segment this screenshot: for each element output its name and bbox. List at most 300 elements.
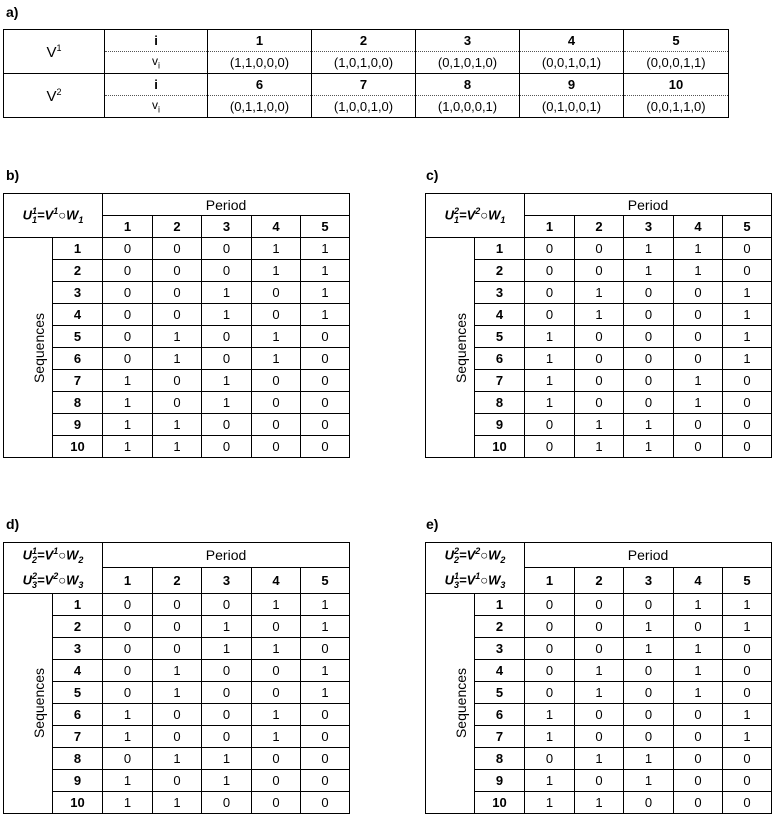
sequence-number: 1 <box>53 593 103 615</box>
table-row <box>4 238 350 260</box>
sequence-number: 2 <box>475 260 525 282</box>
table-cell: 0 <box>252 769 301 791</box>
table-cell: 0 <box>202 436 252 458</box>
eq-w-sub: 1 <box>78 214 84 225</box>
table-cell: 1 <box>575 659 624 681</box>
table-cell: 0 <box>202 681 252 703</box>
set-symbol: V <box>46 43 57 61</box>
table-cell: 1 <box>202 392 252 414</box>
table-cell: 0 <box>202 348 252 370</box>
table-cell: 1 <box>624 238 674 260</box>
period-number: 1 <box>525 568 575 593</box>
table-row <box>4 392 350 414</box>
table-cell: 0 <box>202 414 252 436</box>
sequences-label-cell <box>4 593 53 813</box>
table-cell: 1 <box>301 659 350 681</box>
period-number: 1 <box>525 216 575 238</box>
table-cell: 1 <box>301 304 350 326</box>
table-cell: 1 <box>525 791 575 813</box>
period-number: 1 <box>103 568 153 593</box>
equation-line <box>4 203 102 228</box>
table-cell: 0 <box>575 326 624 348</box>
period-number: 4 <box>674 568 723 593</box>
equation-line <box>4 543 102 568</box>
table-cell: 1 <box>723 348 772 370</box>
table-e <box>425 542 772 814</box>
sequence-number: 3 <box>53 282 103 304</box>
table-cell: 0 <box>202 326 252 348</box>
eq-u-sup: 2 <box>453 546 459 556</box>
index-cell: 2 <box>312 30 416 52</box>
table-cell: 0 <box>153 304 202 326</box>
sequence-number: 2 <box>53 260 103 282</box>
table-row <box>4 414 350 436</box>
table-cell: 0 <box>525 282 575 304</box>
table-row <box>426 392 772 414</box>
table-row <box>4 593 350 615</box>
table-row <box>4 703 350 725</box>
table-cell: 0 <box>153 615 202 637</box>
vector-cell: (0,0,1,1,0) <box>624 96 729 118</box>
table-cell: 1 <box>301 282 350 304</box>
sequence-number: 5 <box>53 681 103 703</box>
table-cell: 0 <box>723 659 772 681</box>
table-cell: 1 <box>153 659 202 681</box>
sequence-number: 1 <box>475 238 525 260</box>
period-number: 5 <box>723 568 772 593</box>
table-cell: 1 <box>525 326 575 348</box>
vector-row <box>4 52 729 74</box>
table-cell: 1 <box>575 414 624 436</box>
table-cell: 0 <box>674 414 723 436</box>
eq-u-sub: 2 <box>453 554 459 565</box>
table-cell: 1 <box>674 681 723 703</box>
table-cell: 0 <box>153 370 202 392</box>
table-cell: 1 <box>103 703 153 725</box>
table-cell: 1 <box>723 282 772 304</box>
sequence-number: 5 <box>475 326 525 348</box>
table-cell: 1 <box>252 238 301 260</box>
table-cell: 0 <box>153 392 202 414</box>
table-cell: 0 <box>252 414 301 436</box>
table-row <box>426 282 772 304</box>
table-cell: 0 <box>723 681 772 703</box>
table-row <box>4 326 350 348</box>
table-cell: 0 <box>575 725 624 747</box>
eq-u-sup: 2 <box>453 206 459 217</box>
eq-w-sub: 2 <box>500 554 506 565</box>
eq-u: U <box>22 547 32 563</box>
table-cell: 0 <box>575 238 624 260</box>
table-cell: 0 <box>252 747 301 769</box>
table-cell: 0 <box>252 681 301 703</box>
sequences-label-cell <box>426 593 475 813</box>
vector-cell: (0,1,1,0,0) <box>208 96 312 118</box>
sequence-number: 5 <box>475 681 525 703</box>
vector-label <box>105 52 208 74</box>
sequences-label: Sequences <box>453 312 470 383</box>
table-cell: 1 <box>153 681 202 703</box>
sequence-number: 8 <box>475 747 525 769</box>
index-cell: 8 <box>416 74 520 96</box>
table-cell: 1 <box>674 593 723 615</box>
sequence-number: 1 <box>475 593 525 615</box>
table-cell: 0 <box>202 791 252 813</box>
table-cell: 1 <box>575 304 624 326</box>
table-row <box>426 238 772 260</box>
index-cell: 3 <box>416 30 520 52</box>
table-cell: 0 <box>301 769 350 791</box>
table-cell: 1 <box>575 681 624 703</box>
equation-label <box>4 194 103 238</box>
table-cell: 0 <box>153 703 202 725</box>
table-row <box>426 304 772 326</box>
table-cell: 0 <box>525 747 575 769</box>
table-cell: 0 <box>525 238 575 260</box>
period-number: 2 <box>153 216 202 238</box>
table-cell: 1 <box>674 260 723 282</box>
table-cell: 0 <box>525 414 575 436</box>
table-cell: 0 <box>624 593 674 615</box>
table-cell: 0 <box>525 304 575 326</box>
table-cell: 1 <box>674 659 723 681</box>
table-cell: 0 <box>252 282 301 304</box>
table-cell: 0 <box>723 414 772 436</box>
table-row <box>426 593 772 615</box>
eq-v-sup: 1 <box>53 546 59 556</box>
eq-v: =V <box>37 207 54 223</box>
table-cell: 0 <box>525 615 575 637</box>
table-cell: 1 <box>525 370 575 392</box>
table-cell: 0 <box>575 260 624 282</box>
table-cell: 0 <box>103 348 153 370</box>
table-cell: 0 <box>575 615 624 637</box>
table-cell: 1 <box>202 769 252 791</box>
table-cell: 0 <box>525 260 575 282</box>
eq-u-sup: 1 <box>31 206 37 217</box>
header-row <box>426 194 772 216</box>
table-row <box>4 282 350 304</box>
table-cell: 1 <box>301 593 350 615</box>
table-cell: 0 <box>301 414 350 436</box>
panel-b-label: b) <box>6 167 20 183</box>
table-cell: 0 <box>674 282 723 304</box>
period-number: 2 <box>575 216 624 238</box>
eq-v-sup: 2 <box>53 570 59 581</box>
table-cell: 0 <box>674 725 723 747</box>
table-row <box>426 681 772 703</box>
sequence-number: 7 <box>475 725 525 747</box>
table-cell: 0 <box>525 637 575 659</box>
table-row <box>4 725 350 747</box>
table-cell: 1 <box>301 238 350 260</box>
table-row <box>4 348 350 370</box>
table-cell: 1 <box>624 414 674 436</box>
eq-op: ○W <box>58 547 79 563</box>
equation-line <box>426 543 524 568</box>
vector-set-name <box>4 74 105 118</box>
table-cell: 0 <box>103 304 153 326</box>
table-cell: 0 <box>103 681 153 703</box>
sequences-label: Sequences <box>31 668 48 739</box>
table-cell: 0 <box>202 238 252 260</box>
table-cell: 0 <box>624 392 674 414</box>
period-header: Period <box>525 543 772 568</box>
table-cell: 1 <box>575 791 624 813</box>
period-number: 3 <box>624 568 674 593</box>
table-cell: 1 <box>103 436 153 458</box>
equation-label <box>426 194 525 238</box>
table-cell: 0 <box>723 238 772 260</box>
table-cell: 1 <box>525 725 575 747</box>
sequence-number: 8 <box>475 392 525 414</box>
table-row <box>426 791 772 813</box>
table-cell: 0 <box>301 637 350 659</box>
period-number: 3 <box>202 216 252 238</box>
panel-d-label: d) <box>6 516 20 532</box>
table-row <box>426 747 772 769</box>
vector-cell: (1,0,1,0,0) <box>312 52 416 74</box>
table-cell: 0 <box>301 747 350 769</box>
eq-op: ○W <box>58 207 79 223</box>
sequence-number: 2 <box>53 615 103 637</box>
table-cell: 1 <box>575 747 624 769</box>
sequence-number: 10 <box>53 791 103 813</box>
table-cell: 0 <box>301 703 350 725</box>
eq-v-sup: 1 <box>53 206 59 217</box>
table-cell: 1 <box>723 615 772 637</box>
table-d <box>3 542 350 814</box>
sequence-number: 3 <box>53 637 103 659</box>
eq-v-sup: 1 <box>475 570 481 581</box>
table-cell: 1 <box>624 747 674 769</box>
table-cell: 1 <box>202 304 252 326</box>
eq-v: =V <box>37 572 54 588</box>
table-row <box>4 769 350 791</box>
period-number: 3 <box>202 568 252 593</box>
index-cell: 4 <box>520 30 624 52</box>
sequence-number: 7 <box>53 370 103 392</box>
eq-v-sup: 2 <box>475 206 481 217</box>
sequence-number: 10 <box>475 791 525 813</box>
table-cell: 1 <box>723 304 772 326</box>
table-cell: 0 <box>252 659 301 681</box>
table-cell: 0 <box>252 791 301 813</box>
period-number: 2 <box>575 568 624 593</box>
eq-v: =V <box>459 207 476 223</box>
table-cell: 1 <box>153 747 202 769</box>
sequence-number: 8 <box>53 747 103 769</box>
table-c <box>425 193 772 458</box>
sequence-number: 7 <box>475 370 525 392</box>
eq-v: =V <box>459 572 476 588</box>
table-row <box>426 370 772 392</box>
table-cell: 1 <box>674 392 723 414</box>
sequence-number: 1 <box>53 238 103 260</box>
eq-w-sub: 3 <box>500 579 506 590</box>
table-cell: 0 <box>202 260 252 282</box>
table-cell: 0 <box>252 615 301 637</box>
sequence-number: 2 <box>475 615 525 637</box>
table-row <box>4 436 350 458</box>
header-row <box>4 194 350 216</box>
table-cell: 0 <box>301 791 350 813</box>
table-cell: 1 <box>202 747 252 769</box>
table-cell: 0 <box>252 370 301 392</box>
vector-subscript: i <box>158 104 160 115</box>
equation-line <box>426 203 524 228</box>
table-row <box>4 659 350 681</box>
table-cell: 0 <box>301 348 350 370</box>
sequence-number: 6 <box>475 703 525 725</box>
sequence-number: 7 <box>53 725 103 747</box>
eq-u: U <box>444 207 454 223</box>
table-cell: 0 <box>723 747 772 769</box>
table-cell: 0 <box>103 615 153 637</box>
sequences-label-cell <box>4 238 53 458</box>
table-cell: 1 <box>301 260 350 282</box>
table-cell: 1 <box>723 326 772 348</box>
table-cell: 0 <box>525 659 575 681</box>
table-cell: 1 <box>252 703 301 725</box>
table-cell: 0 <box>723 392 772 414</box>
table-row <box>426 725 772 747</box>
eq-u: U <box>22 207 32 223</box>
period-number: 4 <box>252 568 301 593</box>
period-number: 5 <box>723 216 772 238</box>
vector-set-name <box>4 30 105 74</box>
set-superscript: 1 <box>56 42 62 53</box>
table-cell: 1 <box>252 260 301 282</box>
index-cell: 1 <box>208 30 312 52</box>
sequence-number: 9 <box>53 414 103 436</box>
table-row <box>4 747 350 769</box>
table-cell: 0 <box>624 725 674 747</box>
eq-u-sub: 2 <box>31 554 37 565</box>
sequence-number: 6 <box>475 348 525 370</box>
table-cell: 0 <box>301 392 350 414</box>
sequence-number: 4 <box>475 659 525 681</box>
table-cell: 0 <box>624 304 674 326</box>
table-cell: 0 <box>575 703 624 725</box>
table-cell: 0 <box>252 304 301 326</box>
table-cell: 1 <box>153 348 202 370</box>
table-cell: 1 <box>674 238 723 260</box>
table-cell: 0 <box>723 436 772 458</box>
table-cell: 1 <box>624 436 674 458</box>
table-cell: 1 <box>525 769 575 791</box>
table-cell: 0 <box>252 392 301 414</box>
panel-c-label: c) <box>426 167 439 183</box>
table-cell: 1 <box>252 637 301 659</box>
panel-a-label: a) <box>6 4 19 20</box>
table-cell: 1 <box>252 593 301 615</box>
eq-u-sup: 1 <box>31 546 37 556</box>
table-cell: 0 <box>674 703 723 725</box>
period-number: 1 <box>103 216 153 238</box>
table-cell: 1 <box>575 436 624 458</box>
eq-v: =V <box>37 547 54 563</box>
table-cell: 0 <box>252 436 301 458</box>
table-row <box>4 681 350 703</box>
table-cell: 1 <box>103 414 153 436</box>
table-cell: 0 <box>103 659 153 681</box>
table-b <box>3 193 350 458</box>
eq-u: U <box>444 547 454 563</box>
table-cell: 1 <box>103 392 153 414</box>
eq-u-sub: 3 <box>31 579 37 590</box>
equation-line <box>426 568 524 593</box>
table-cell: 0 <box>525 681 575 703</box>
period-header: Period <box>103 543 350 568</box>
table-cell: 0 <box>103 747 153 769</box>
period-header: Period <box>525 194 772 216</box>
table-row <box>426 348 772 370</box>
table-cell: 0 <box>624 791 674 813</box>
table-cell: 0 <box>301 436 350 458</box>
period-header: Period <box>103 194 350 216</box>
table-cell: 1 <box>674 370 723 392</box>
table-cell: 1 <box>153 791 202 813</box>
eq-v: =V <box>459 547 476 563</box>
table-cell: 1 <box>202 637 252 659</box>
eq-u: U <box>22 572 32 588</box>
eq-u-sup: 2 <box>31 570 37 581</box>
table-row <box>426 769 772 791</box>
table-cell: 0 <box>525 593 575 615</box>
vector-symbol: v <box>152 98 158 113</box>
table-cell: 0 <box>624 703 674 725</box>
table-cell: 0 <box>103 637 153 659</box>
table-cell: 1 <box>624 615 674 637</box>
table-row <box>426 703 772 725</box>
vector-cell: (0,0,1,0,1) <box>520 52 624 74</box>
table-cell: 1 <box>103 370 153 392</box>
set-symbol: V <box>46 87 57 105</box>
table-cell: 0 <box>674 615 723 637</box>
sequence-number: 4 <box>475 304 525 326</box>
table-cell: 0 <box>575 769 624 791</box>
sequence-number: 10 <box>475 436 525 458</box>
vector-label <box>105 96 208 118</box>
table-cell: 0 <box>103 326 153 348</box>
table-cell: 1 <box>202 282 252 304</box>
table-cell: 1 <box>723 725 772 747</box>
table-cell: 0 <box>153 238 202 260</box>
table-row <box>4 304 350 326</box>
table-cell: 1 <box>301 681 350 703</box>
eq-u-sub: 1 <box>453 214 459 225</box>
index-cell: 10 <box>624 74 729 96</box>
sequence-number: 3 <box>475 282 525 304</box>
table-row <box>4 615 350 637</box>
table-cell: 1 <box>575 282 624 304</box>
equation-line <box>4 568 102 593</box>
sequence-number: 4 <box>53 659 103 681</box>
eq-w-sub: 1 <box>500 214 506 225</box>
table-cell: 1 <box>723 703 772 725</box>
table-cell: 0 <box>624 681 674 703</box>
sequence-number: 5 <box>53 326 103 348</box>
vector-cell: (0,1,0,0,1) <box>520 96 624 118</box>
vector-symbol: v <box>152 54 158 69</box>
table-cell: 1 <box>153 414 202 436</box>
period-number: 5 <box>301 216 350 238</box>
table-cell: 0 <box>624 370 674 392</box>
table-cell: 0 <box>103 593 153 615</box>
vector-row <box>4 96 729 118</box>
table-cell: 1 <box>525 703 575 725</box>
